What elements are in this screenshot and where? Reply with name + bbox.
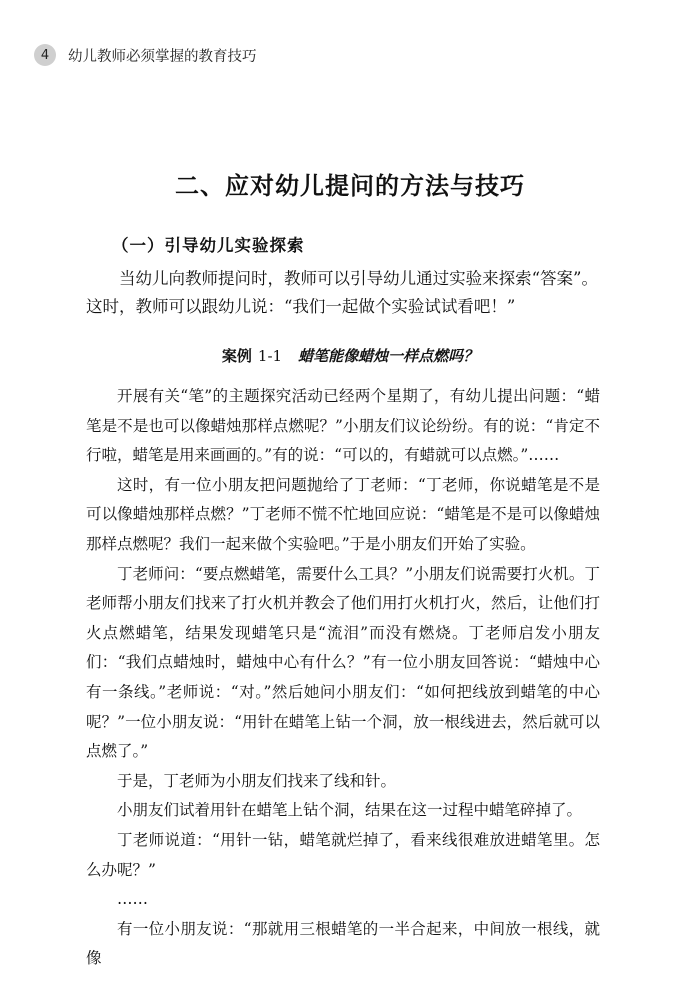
case-label: 案例 — [221, 347, 252, 365]
paragraph: 小朋友们试着用针在蜡笔上钻个洞，结果在这一过程中蜡笔碎掉了。 — [117, 801, 583, 820]
paragraph: 这时，有一位小朋友把问题抛给了丁老师：“丁老师，你说蜡笔是不是可以像蜡烛那样点燃？”丁老师不慌不忙地回应说：“蜡笔是不是可以像蜡烛那样点燃呢？我们一起来做个实验吧。”于是小朋友们开始了实验。 — [86, 475, 600, 553]
case-number: 1-1 — [257, 347, 283, 365]
paragraph: 开展有关“笔”的主题探究活动已经两个星期了，有幼儿提出问题：“蜡笔是不是也可以像蜡烛那样点燃呢？”小朋友们议论纷纷。有的说：“肯定不行啦，蜡笔是用来画画的。”有的说：“可以的，有蜡就可以点燃。”…… — [86, 387, 600, 465]
paragraph: 丁老师说道：“用针一钻，蜡笔就烂掉了，看来线很难放进蜡笔里。怎么办呢？” — [86, 830, 600, 879]
case-question: 蜡笔能像蜡烛一样点燃吗？ — [298, 347, 479, 365]
paragraph: 于是，丁老师为小朋友们找来了线和针。 — [117, 771, 397, 790]
section-title: 二、应对幼儿提问的方法与技巧 — [175, 172, 525, 200]
paragraph: 丁老师问：“要点燃蜡笔，需要什么工具？”小朋友们说需要打火机。丁老师帮小朋友们找来了打火机并教会了他们用打火机打火，然后，让他们打火点燃蜡笔，结果发现蜡笔只是“流泪”而没有燃烧。丁老师启发小朋友们：“我们点蜡烛时，蜡烛中心有什么？”有一位小朋友回答说：“蜡烛中心有一条线。”老师说：“对。”然后她问小朋友们：“如何把线放到蜡笔的中心呢？”一位小朋友说：“用针在蜡笔上钻一个洞，放一根线进去，然后就可以点燃了。” — [86, 564, 600, 761]
running-title: 幼儿教师必须掌握的教育技巧 — [68, 48, 257, 65]
subsection-title: （一）引导幼儿实验探索 — [112, 236, 305, 255]
case-title — [0, 345, 700, 366]
paragraph: 有一位小朋友说：“那就用三根蜡笔的一半合起来，中间放一根线，就像 — [86, 919, 600, 968]
page-number-badge: 4 — [34, 44, 56, 66]
ellipsis-line: …… — [117, 890, 148, 909]
intro-paragraph: 当幼儿向教师提问时，教师可以引导幼儿通过实验来探索“答案”。这时，教师可以跟幼儿说：“我们一起做个实验试试看吧！” — [86, 269, 598, 316]
case-body — [86, 382, 600, 974]
running-header — [34, 44, 257, 66]
